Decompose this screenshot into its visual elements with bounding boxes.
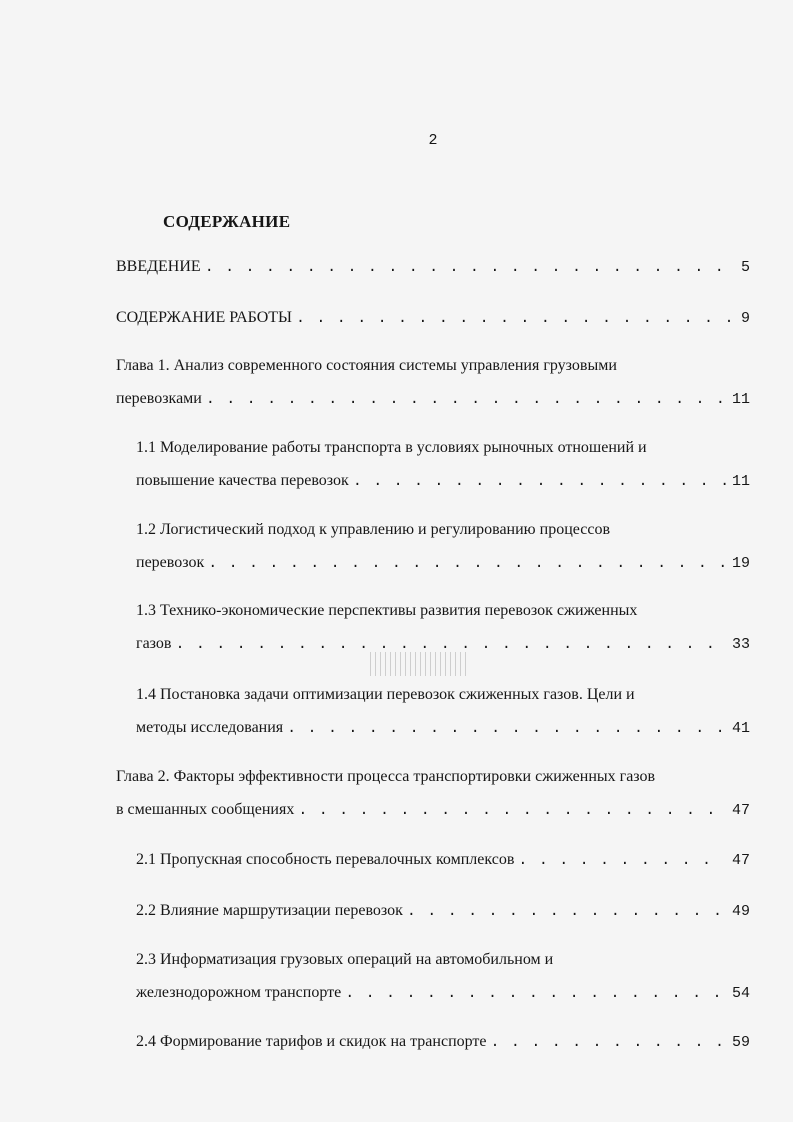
- toc-entry-page: 59: [731, 1034, 750, 1051]
- toc-entry-1-2: [136, 553, 750, 574]
- dot-leader: [298, 801, 726, 821]
- toc-entry-1-4-line-1: 1.4 Постановка задачи оптимизации перевозок сжиженных газов. Цели и: [136, 686, 635, 703]
- toc-entry-text: в смешанных сообщениях: [116, 801, 295, 818]
- page-number: 2: [428, 132, 438, 149]
- dot-leader: [206, 390, 726, 410]
- toc-entry-text: газов: [136, 635, 172, 652]
- toc-entry-page: 19: [731, 555, 750, 572]
- toc-entry-chapter-1-line-1: Глава 1. Анализ современного состояния системы управления грузовыми: [116, 357, 617, 374]
- toc-entry-text: повышение качества перевозок: [136, 472, 349, 489]
- dot-leader: [287, 719, 726, 739]
- toc-entry-chapter-2: [116, 800, 750, 821]
- toc-entry-1-4: [136, 718, 750, 739]
- dot-leader: [208, 554, 726, 574]
- dot-leader: [296, 309, 735, 329]
- toc-entry-chapter-2-line-1: Глава 2. Факторы эффективности процесса транспортировки сжиженных газов: [116, 768, 656, 785]
- dot-leader: [491, 1033, 726, 1053]
- toc-entry-introduction: [116, 257, 750, 278]
- toc-entry-page: 11: [731, 391, 750, 408]
- toc-heading: СОДЕРЖАНИЕ: [163, 212, 291, 231]
- toc-entry-2-2: [136, 901, 750, 922]
- toc-entry-text: перевозок: [136, 554, 205, 571]
- toc-entry-page: 33: [731, 636, 750, 653]
- toc-entry-text: методы исследования: [136, 719, 284, 736]
- toc-entry-page: 54: [731, 985, 750, 1002]
- toc-entry-1-2-line-1: 1.2 Логистический подход к управлению и регулированию процессов: [136, 521, 611, 538]
- dot-leader: [518, 851, 726, 871]
- toc-entry-page: 5: [740, 259, 750, 276]
- toc-entry-text: СОДЕРЖАНИЕ РАБОТЫ: [116, 309, 292, 326]
- toc-entry-1-1: [136, 471, 750, 492]
- toc-entry-page: 49: [731, 903, 750, 920]
- toc-entry-1-1-line-1: 1.1 Моделирование работы транспорта в условиях рыночных отношений и: [136, 439, 647, 456]
- toc-entry-page: 9: [740, 310, 750, 327]
- dot-leader: [353, 472, 726, 492]
- toc-entry-text: 2.1 Пропускная способность перевалочных комплексов: [136, 851, 515, 868]
- toc-entry-page: 47: [731, 802, 750, 819]
- toc-entry-page: 11: [731, 473, 750, 490]
- toc-entry-chapter-1: [116, 389, 750, 410]
- toc-entry-2-4: [136, 1032, 750, 1053]
- scan-artifact: [370, 652, 470, 676]
- toc-entry-text: 2.2 Влияние маршрутизации перевозок: [136, 902, 403, 919]
- dot-leader: [407, 902, 726, 922]
- toc-entry-page: 47: [731, 852, 750, 869]
- dot-leader: [345, 984, 726, 1004]
- toc-entry-2-1: [136, 850, 750, 871]
- toc-entry-text: перевозками: [116, 390, 202, 407]
- toc-entry-work-content: [116, 308, 750, 329]
- toc-entry-text: 2.4 Формирование тарифов и скидок на транспорте: [136, 1033, 487, 1050]
- toc-entry-page: 41: [731, 720, 750, 737]
- toc-entry-1-3-line-1: 1.3 Технико-экономические перспективы развития перевозок сжиженных: [136, 602, 638, 619]
- toc-entry-2-3: [136, 983, 750, 1004]
- toc-entry-text: железнодорожном транспорте: [136, 984, 342, 1001]
- dot-leader: [205, 258, 735, 278]
- toc-entry-2-3-line-1: 2.3 Информатизация грузовых операций на автомобильном и: [136, 951, 554, 968]
- toc-entry-text: ВВЕДЕНИЕ: [116, 258, 201, 275]
